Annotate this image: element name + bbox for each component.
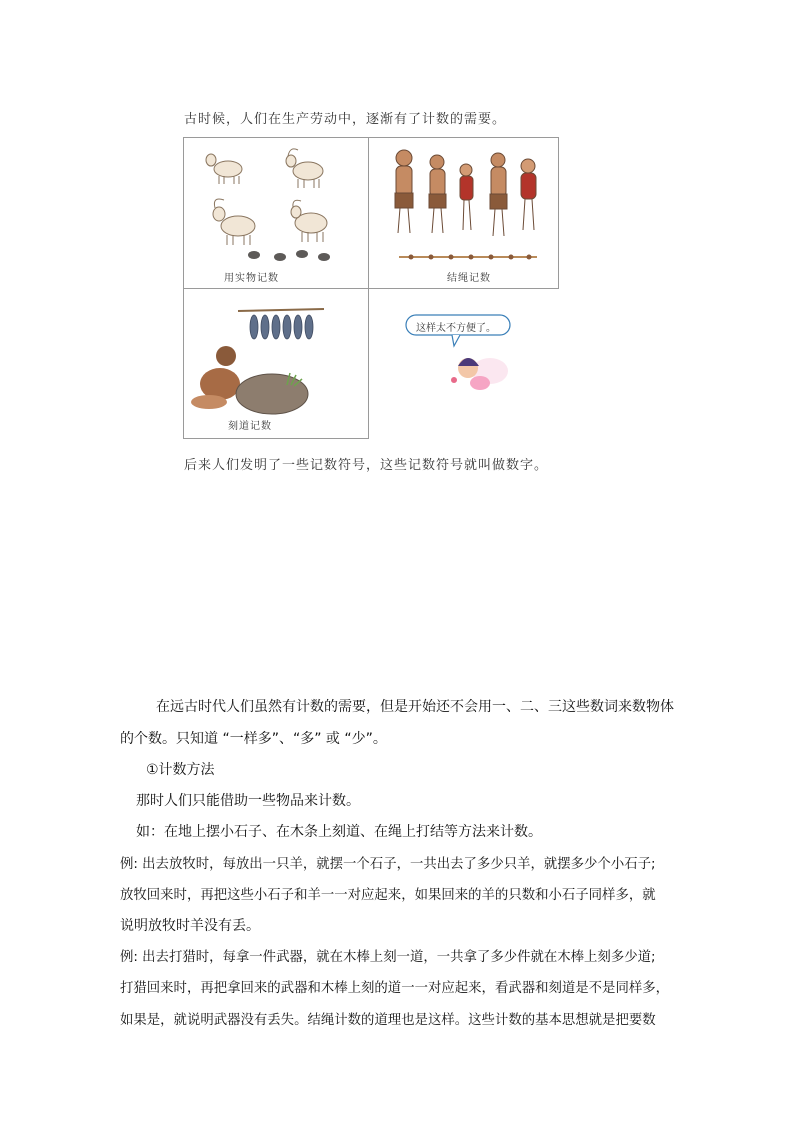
goats-and-stones-illustration <box>184 138 370 290</box>
caveman <box>191 346 240 409</box>
panel-objects-counting <box>183 137 369 289</box>
paragraph-2: 那时人们只能借助一些物品来计数。 <box>136 793 360 809</box>
person-4 <box>490 153 507 236</box>
caption-knots: 结绳记数 <box>447 273 491 284</box>
fairy-illustration <box>368 288 559 439</box>
illustration-grid <box>183 137 559 439</box>
speech-text: 这样太不方便了。 <box>416 323 496 334</box>
paragraph-5-line-3: 如果是，就说明武器没有丢失。结绳计数的道理也是这样。这些计数的基本思想就是把要数 <box>120 1013 656 1028</box>
hanging-fish <box>250 315 313 339</box>
figure-intro: 古时候，人们在生产劳动中，逐渐有了计数的需要。 <box>184 112 507 127</box>
paragraph-5-line-2: 打猎回来时，再把拿回来的武器和木棒上刻的道一一对应起来，看武器和刻道是不是同样多， <box>120 981 670 996</box>
panel-notch-counting <box>183 288 369 439</box>
section-heading: ①计数方法 <box>146 762 215 778</box>
paragraph-1-line-1: 在远古时代人们虽然有计数的需要，但是开始还不会用一、二、三这些数词来数物体 <box>156 699 674 715</box>
caption-objects: 用实物记数 <box>224 273 279 284</box>
panel-knot-counting <box>368 137 559 289</box>
person-3 <box>460 164 473 230</box>
person-1 <box>395 150 413 233</box>
paragraph-1-line-2: 的个数。只知道 “一样多”、“多” 或 “少”。 <box>120 731 387 747</box>
person-5 <box>521 159 536 230</box>
fairy-girl <box>451 358 508 390</box>
people-with-rope-illustration <box>369 138 560 290</box>
man-carving-illustration <box>184 289 370 440</box>
rock <box>236 374 308 414</box>
paragraph-4-line-3: 说明放牧时羊没有丢。 <box>120 918 260 934</box>
stones <box>248 250 330 261</box>
figure-outro: 后来人们发明了一些记数符号，这些记数符号就叫做数字。 <box>184 458 549 473</box>
paragraph-5-line-1: 例: 出去打猎时，每拿一件武器，就在木棒上刻一道，一共拿了多少件就在木棒上刻多少道; <box>120 950 656 965</box>
paragraph-4-line-1: 例: 出去放牧时，每放出一只羊，就摆一个石子，一共出去了多少只羊，就摆多少个小石子; <box>120 857 656 872</box>
paragraph-3: 如：在地上摆小石子、在木条上刻道、在绳上打结等方法来计数。 <box>136 824 542 840</box>
paragraph-4-line-2: 放牧回来时，再把这些小石子和羊一一对应起来，如果回来的羊的只数和小石子同样多，就 <box>120 888 656 903</box>
goat-1 <box>206 154 242 184</box>
goat-4 <box>291 200 327 242</box>
caption-notches: 刻道记数 <box>228 421 272 432</box>
knotted-rope <box>399 255 537 260</box>
person-2 <box>429 155 446 233</box>
hanging-stick <box>238 309 324 311</box>
panel-speech <box>368 288 559 439</box>
goat-3 <box>213 199 255 245</box>
goat-2 <box>286 149 323 188</box>
